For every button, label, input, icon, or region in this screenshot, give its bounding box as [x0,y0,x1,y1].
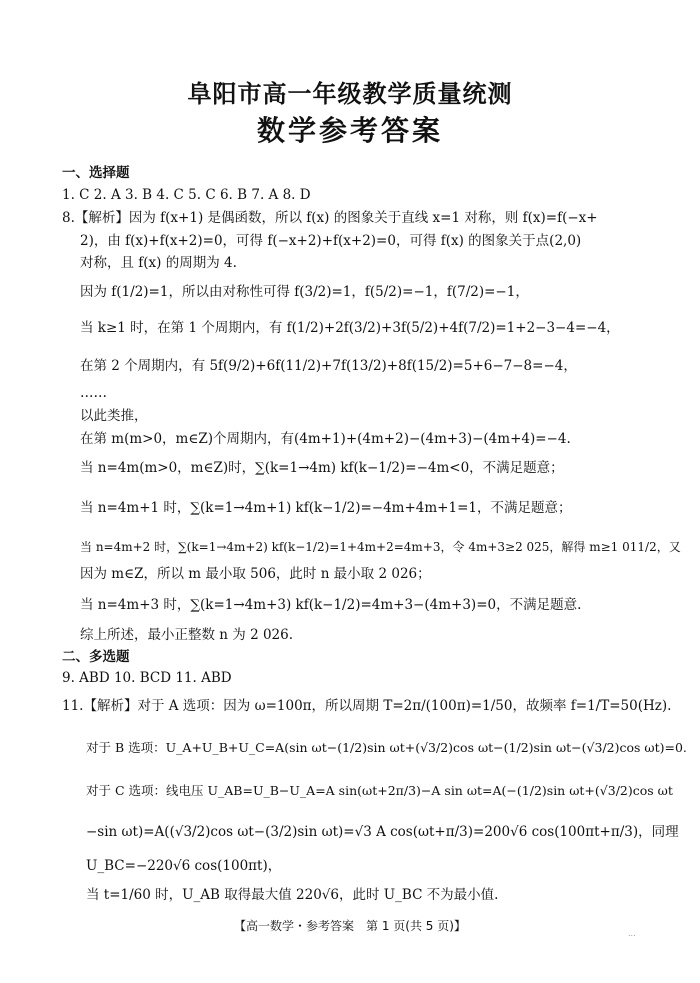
text-line: 综上所述，最小正整数 n 为 2 026. [80,627,294,643]
text-line: 11.【解析】对于 A 选项：因为 ω=100π，所以周期 T=2π/(100π)=1/50，故频率 f=1/T=50(Hz). [62,698,672,714]
text-line: 因为 f(1/2)=1，所以由对称性可得 f(3/2)=1，f(5/2)=−1，f(7/2)=−1， [80,284,529,300]
page-footer: 【高一数学・参考答案 第 1 页(共 5 页)】 [234,919,466,933]
text-line: 以此类推， [80,408,148,424]
text-line: 当 k≥1 时，在第 1 个周期内，有 f(1/2)+2f(3/2)+3f(5/2)+4f(7/2)=1+2−3−4=−4， [80,320,620,336]
text-line: 9. ABD 10. BCD 11. ABD [62,670,232,686]
text-line: 当 n=4m+1 时，∑(k=1→4m+1) kf(k−1/2)=−4m+4m+1=1，不满足题意； [80,500,572,516]
text-line: 对于 B 选项：U_A+U_B+U_C=A(sin ωt−(1/2)sin ωt+(√3/2)cos ωt−(1/2)sin ωt−(√3/2)cos ωt)=0. [86,740,687,755]
text-line: 当 n=4m+2 时，∑(k=1→4m+2) kf(k−1/2)=1+4m+2=4m+3，令 4m+3≥2 025，解得 m≥1 011/2，又 [80,540,681,554]
text-line: 8.【解析】因为 f(x+1) 是偶函数，所以 f(x) 的图象关于直线 x=1 对称，则 f(x)=f(−x+ [62,210,598,226]
text-line: 对于 C 选项：线电压 U_AB=U_B−U_A=A sin(ωt+2π/3)−A sin ωt=A(−(1/2)sin ωt+(√3/2)cos ωt [86,783,673,798]
text-line: 2)，由 f(x)+f(x+2)=0，可得 f(−x+2)+f(x+2)=0，可得 f(x) 的图象关于点(2,0) [80,233,582,249]
text-line: −sin ωt)=A((√3/2)cos ωt−(3/2)sin ωt)=√3 A cos(ωt+π/3)=200√6 cos(100πt+π/3)，同理 [86,824,679,840]
text-line: 因为 m∈Z，所以 m 最小取 506，此时 n 最小取 2 026； [80,566,431,582]
page-subtitle: 数学参考答案 [256,114,443,147]
page-title: 阜阳市高一年级教学质量统测 [187,80,513,108]
text-line: 当 t=1/60 时，U_AB 取得最大值 220√6，此时 U_BC 不为最小值. [86,887,499,903]
corner-mark: ... [628,929,636,938]
text-line: 在第 m(m>0，m∈Z)个周期内，有(4m+1)+(4m+2)−(4m+3)−(4m+4)=−4. [80,431,571,447]
text-line: …… [80,385,107,401]
text-line: U_BC=−220√6 cos(100πt)， [86,858,282,874]
text-line: 对称，且 f(x) 的周期为 4. [80,255,237,271]
text-line: 在第 2 个周期内，有 5f(9/2)+6f(11/2)+7f(13/2)+8f(15/2)=5+6−7−8=−4， [80,358,577,374]
section-heading: 二、多选题 [62,649,130,665]
text-line: 1. C 2. A 3. B 4. C 5. C 6. B 7. A 8. D [62,187,311,203]
text-line: 当 n=4m(m>0，m∈Z)时，∑(k=1→4m) kf(k−1/2)=−4m<0，不满足题意； [80,460,564,476]
text-line: 当 n=4m+3 时，∑(k=1→4m+3) kf(k−1/2)=4m+3−(4m+3)=0，不满足题意. [80,597,582,613]
section-heading: 一、选择题 [62,165,130,181]
